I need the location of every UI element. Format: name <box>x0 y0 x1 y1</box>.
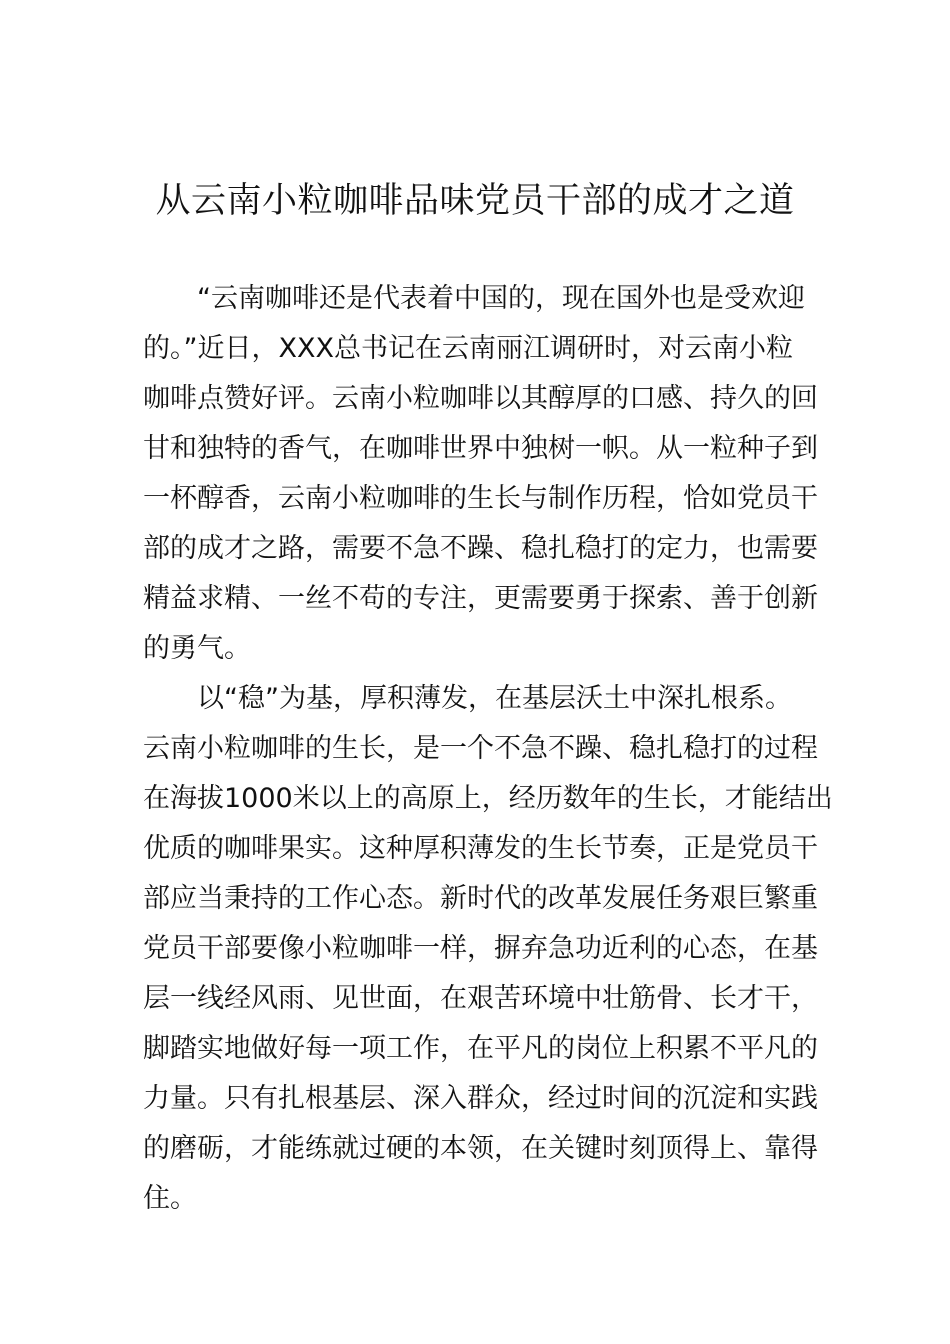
paragraph-1 <box>143 274 823 674</box>
paragraph-2 <box>143 674 833 1224</box>
text-line: 力量。只有扎根基层、深入群众，经过时间的沉淀和实践 <box>143 1083 818 1114</box>
text-line: 在海拔1000米以上的高原上，经历数年的生长，才能结出 <box>143 783 833 814</box>
text-line: 一杯醇香，云南小粒咖啡的生长与制作历程，恰如党员干 <box>143 483 818 514</box>
text-line: 咖啡点赞好评。云南小粒咖啡以其醇厚的口感、持久的回 <box>143 383 818 414</box>
document-title: 从云南小粒咖啡品味党员干部的成才之道 <box>155 181 795 221</box>
text-line: 部的成才之路，需要不急不躁、稳扎稳打的定力，也需要 <box>143 533 818 564</box>
text-line: 层一线经风雨、见世面，在艰苦环境中壮筋骨、长才干， <box>143 983 818 1014</box>
text-line: “云南咖啡还是代表着中国的，现在国外也是受欢迎 <box>197 283 805 314</box>
text-line: 以“稳”为基，厚积薄发，在基层沃土中深扎根系。 <box>197 683 792 714</box>
text-line: 部应当秉持的工作心态。新时代的改革发展任务艰巨繁重 <box>143 883 818 914</box>
text-line: 的。”近日，XXX总书记在云南丽江调研时，对云南小粒 <box>143 333 793 364</box>
text-line: 的勇气。 <box>143 633 251 664</box>
text-line: 甘和独特的香气，在咖啡世界中独树一帜。从一粒种子到 <box>143 433 818 464</box>
text-line: 精益求精、一丝不苟的专注，更需要勇于探索、善于创新 <box>143 583 818 614</box>
text-line: 的磨砺，才能练就过硬的本领，在关键时刻顶得上、靠得 <box>143 1133 818 1164</box>
document-body <box>143 274 833 1224</box>
text-line: 脚踏实地做好每一项工作，在平凡的岗位上积累不平凡的 <box>143 1033 818 1064</box>
text-line: 党员干部要像小粒咖啡一样，摒弃急功近利的心态，在基 <box>143 933 818 964</box>
text-line: 云南小粒咖啡的生长，是一个不急不躁、稳扎稳打的过程 <box>143 733 818 764</box>
text-line: 住。 <box>143 1183 197 1214</box>
text-line: 优质的咖啡果实。这种厚积薄发的生长节奏，正是党员干 <box>143 833 818 864</box>
